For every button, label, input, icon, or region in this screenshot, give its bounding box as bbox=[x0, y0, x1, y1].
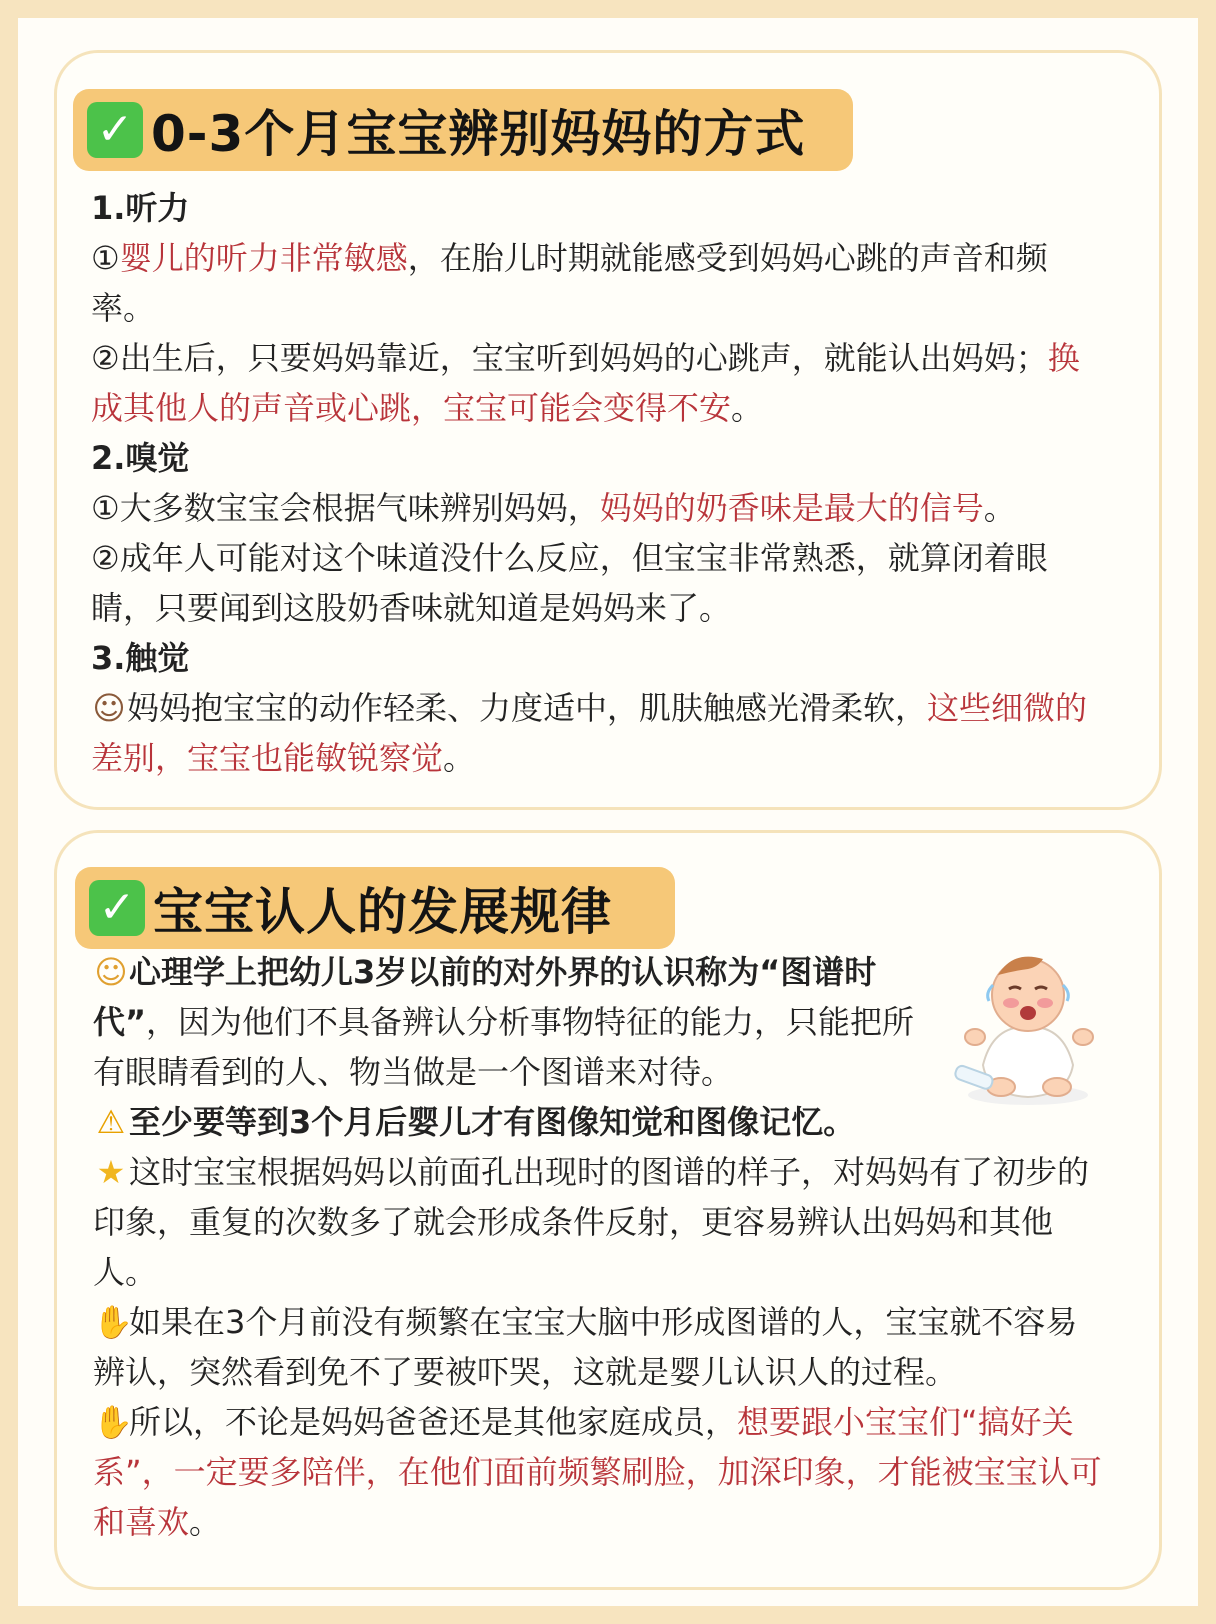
clapping-hands-icon: ✋ bbox=[93, 1403, 133, 1441]
highlight-text: 这些细微的差别，宝宝也能敏锐察觉 bbox=[91, 689, 1088, 777]
highlight-text: 想要跟小宝宝们“搞好关系”，一定要多陪伴，在他们面前频繁刷脸，加深印象，才能被宝宝认可和喜欢 bbox=[93, 1403, 1102, 1541]
paragraph-hearing-2 bbox=[91, 333, 1101, 433]
body-text: 妈妈抱宝宝的动作轻柔、力度适中，肌肤触感光滑柔软， bbox=[127, 689, 928, 727]
highlight-text: 妈妈的奶香味是最大的信号 bbox=[599, 489, 984, 527]
paragraph-process bbox=[93, 1297, 1103, 1397]
section-card-recognition-methods bbox=[54, 50, 1162, 810]
paragraph-touch bbox=[91, 683, 1101, 783]
bold-text: 心理学上把幼儿3岁以前的对外界的认识称为“图谱时代” bbox=[93, 953, 877, 1041]
paragraph-conclusion bbox=[93, 1397, 1103, 1547]
section-title: 0-3个月宝宝辨别妈妈的方式 bbox=[151, 105, 806, 163]
subheading-touch: 3.触觉 bbox=[91, 639, 190, 677]
glowing-star-icon: ★ bbox=[96, 1153, 126, 1191]
body-text: ②出生后，只要妈妈靠近，宝宝听到妈妈的心跳声，就能认出妈妈； bbox=[91, 339, 1048, 377]
paragraph-impression bbox=[93, 1147, 1103, 1297]
section-content bbox=[91, 183, 1101, 783]
bold-text: 至少要等到3个月后婴儿才有图像知觉和图像记忆。 bbox=[129, 1103, 856, 1141]
section-title-bar bbox=[73, 89, 853, 171]
waving-hand-icon: ✋ bbox=[93, 1303, 133, 1341]
paragraph-smell-1 bbox=[91, 483, 1101, 533]
smiling-face-icon: ☺ bbox=[94, 953, 128, 991]
paragraph-intro bbox=[93, 947, 933, 1097]
list-marker: ① bbox=[91, 239, 120, 277]
check-mark-icon: ✓ bbox=[89, 880, 145, 936]
section-content bbox=[93, 947, 1103, 1547]
body-text: 。 bbox=[443, 739, 476, 777]
body-text: ，因为他们不具备辨认分析事物特征的能力，只能把所有眼睛看到的人、物当做是一个图谱来对待。 bbox=[93, 1003, 915, 1091]
body-text: 这时宝宝根据妈妈以前面孔出现时的图谱的样子，对妈妈有了初步的印象，重复的次数多了就会形成条件反射，更容易辨认出妈妈和其他人。 bbox=[93, 1153, 1090, 1291]
body-text: 。 bbox=[731, 389, 764, 427]
check-mark-icon: ✓ bbox=[87, 102, 143, 158]
body-text: 。 bbox=[189, 1503, 222, 1541]
paragraph-warning bbox=[93, 1097, 1103, 1147]
section-card-development bbox=[54, 830, 1162, 1590]
highlight-text: 换成其他人的声音或心跳，宝宝可能会变得不安 bbox=[91, 339, 1080, 427]
woman-face-icon: ☺ bbox=[92, 689, 126, 727]
highlight-text: 婴儿的听力非常敏感 bbox=[119, 239, 408, 277]
body-text: 。 bbox=[983, 489, 1016, 527]
warning-icon: ⚠ bbox=[96, 1103, 126, 1141]
body-text: ①大多数宝宝会根据气味辨别妈妈， bbox=[91, 489, 600, 527]
section-title: 宝宝认人的发展规律 bbox=[153, 883, 612, 941]
body-text: ，在胎儿时期就能感受到妈妈心跳的声音和频率。 bbox=[91, 239, 1048, 327]
subheading-hearing: 1.听力 bbox=[91, 189, 190, 227]
body-text: 所以，不论是妈妈爸爸还是其他家庭成员， bbox=[129, 1403, 738, 1441]
paragraph-smell-2: ②成年人可能对这个味道没什么反应，但宝宝非常熟悉，就算闭着眼睛，只要闻到这股奶香味就知道是妈妈来了。 bbox=[91, 539, 1048, 627]
subheading-smell: 2.嗅觉 bbox=[91, 439, 190, 477]
body-text: 如果在3个月前没有频繁在宝宝大脑中形成图谱的人，宝宝就不容易辨认，突然看到免不了要被吓哭，这就是婴儿认识人的过程。 bbox=[93, 1303, 1078, 1391]
paragraph-hearing-1 bbox=[91, 233, 1101, 333]
section-title-bar bbox=[75, 867, 675, 949]
page-background bbox=[18, 18, 1198, 1606]
